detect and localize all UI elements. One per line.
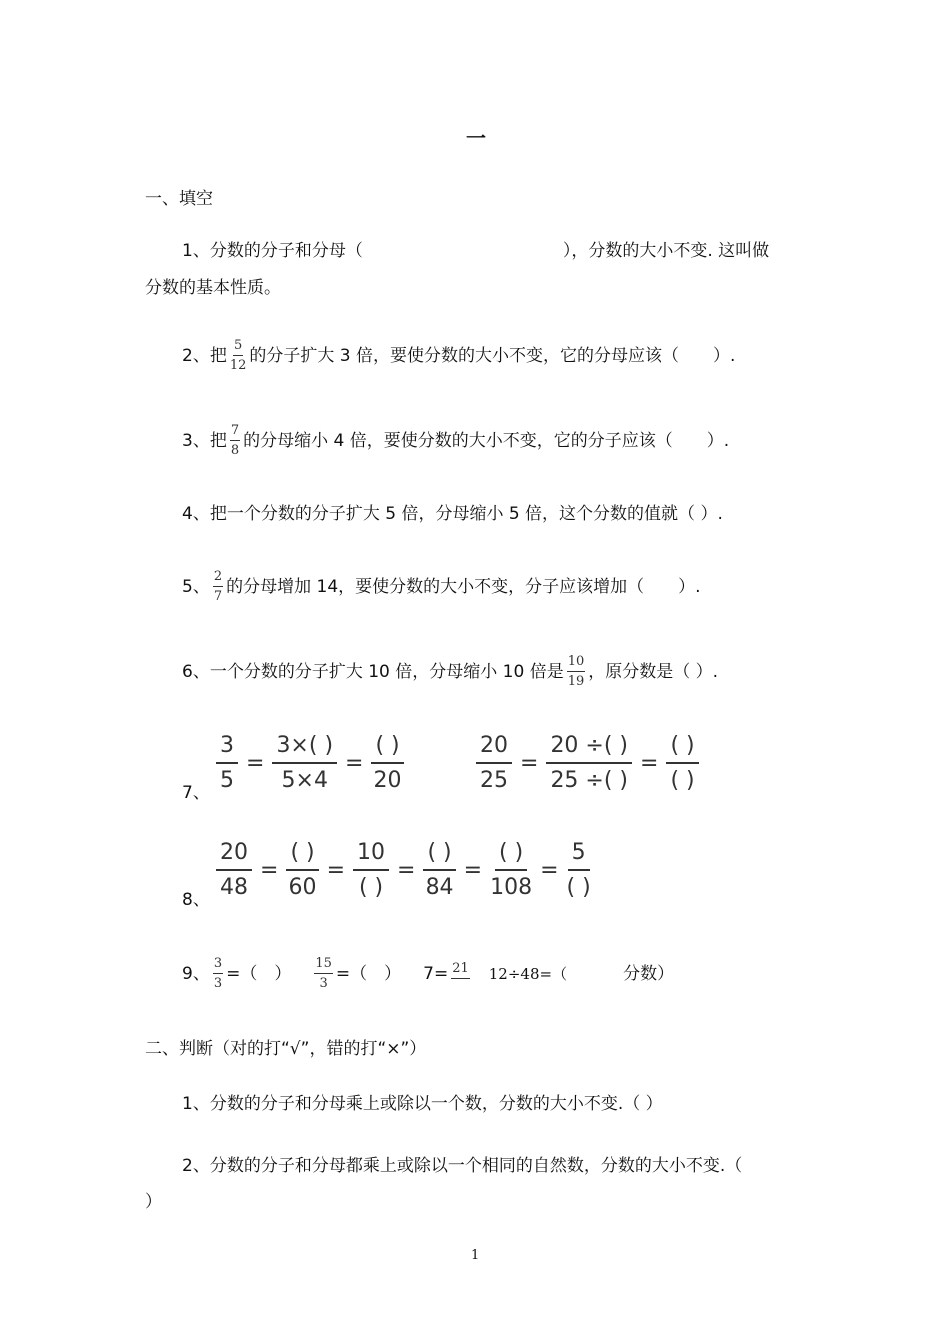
fraction: $\frac{10}{19}$ — [567, 654, 585, 689]
section-true-false: 二、判断（对的打“√”，错的打“×”） — [145, 1039, 427, 1059]
question-8-label: 8、 — [182, 890, 210, 910]
judge-2-line-2: ） — [145, 1192, 162, 1212]
judge-2-line-1: 2、分数的分子和分母都乘上或除以一个相同的自然数，分数的大小不变.（ — [182, 1156, 743, 1176]
question-7-equation-a: $\frac{3}{5}$ = $\frac{3\times( )}{5\times 4}$ = ( ) 20 — [214, 733, 406, 794]
fraction: 10 ( ) — [353, 840, 389, 901]
fraction: $\frac{7}{8}$ — [230, 423, 240, 458]
fraction: $\frac{5}{12}$ — [229, 338, 247, 373]
question-2: 2、把 $\frac{5}{12}$ 的分子扩大 3 倍，要使分数的大小不变，它的分母应该（ ）. — [182, 338, 736, 373]
question-5: 5、 $\frac{2}{7}$ 的分母增加 14，要使分数的大小不变，分子应该增加（ ）. — [182, 569, 701, 604]
fraction: ( ) 20 — [371, 733, 403, 794]
fraction: $\frac{20}{25}$ — [476, 733, 512, 794]
judge-1: 1、分数的分子和分母乘上或除以一个数，分数的大小不变.（ ） — [182, 1094, 663, 1114]
fraction: ( ) 60 — [286, 840, 318, 901]
page-number: 1 — [471, 1248, 480, 1263]
question-3: 3、把 $\frac{7}{8}$ 的分母缩小 4 倍，要使分数的大小不变，它的分子应该（ ）. — [182, 423, 730, 458]
question-7-equation-b: $\frac{20}{25}$ = $\frac{20 \div( )}{25 \div( )}$ = ( ) ( ) — [474, 733, 701, 794]
fraction: ( ) ( ) — [666, 733, 698, 794]
question-1-line-2: 分数的基本性质。 — [145, 278, 281, 298]
question-7-label: 7、 — [182, 783, 210, 803]
question-9: 9、 $\frac{3}{3}$ =（ ） $\frac{15}{3}$ =（ ） 7= 21 12÷48=（ 分数） — [182, 956, 675, 991]
fraction: 21 — [451, 962, 470, 979]
question-8-equation: $\frac{20}{48}$ = ( ) 60 = 10 ( ) = ( ) 84 = ( ) 108 = 5 ( ) — [214, 840, 593, 901]
section-fill-blank: 一、填空 — [145, 189, 213, 209]
question-4: 4、把一个分数的分子扩大 5 倍，分母缩小 5 倍，这个分数的值就（ ）. — [182, 504, 723, 524]
fraction: ( ) 108 — [490, 840, 533, 900]
fraction: $\frac{2}{7}$ — [213, 569, 223, 604]
page-title: 一 — [466, 126, 486, 150]
fraction: ( ) 84 — [423, 840, 455, 901]
question-6: 6、一个分数的分子扩大 10 倍，分母缩小 10 倍是 $\frac{10}{19}$ ，原分数是（ ）. — [182, 654, 719, 689]
fraction: $\frac{3\times( )}{5\times 4}$ — [272, 733, 337, 794]
fraction: $\frac{3}{3}$ — [213, 956, 223, 991]
fraction: $\frac{15}{3}$ — [315, 956, 332, 991]
question-1-line-1: 1、分数的分子和分母（ ），分数的大小不变. 这叫做 — [182, 241, 770, 261]
fraction: $\frac{20 \div( )}{25 \div( )}$ — [546, 733, 632, 794]
fraction: 5 ( ) — [566, 840, 591, 900]
fraction: $\frac{3}{5}$ — [216, 733, 238, 794]
fraction: $\frac{20}{48}$ — [216, 840, 252, 901]
